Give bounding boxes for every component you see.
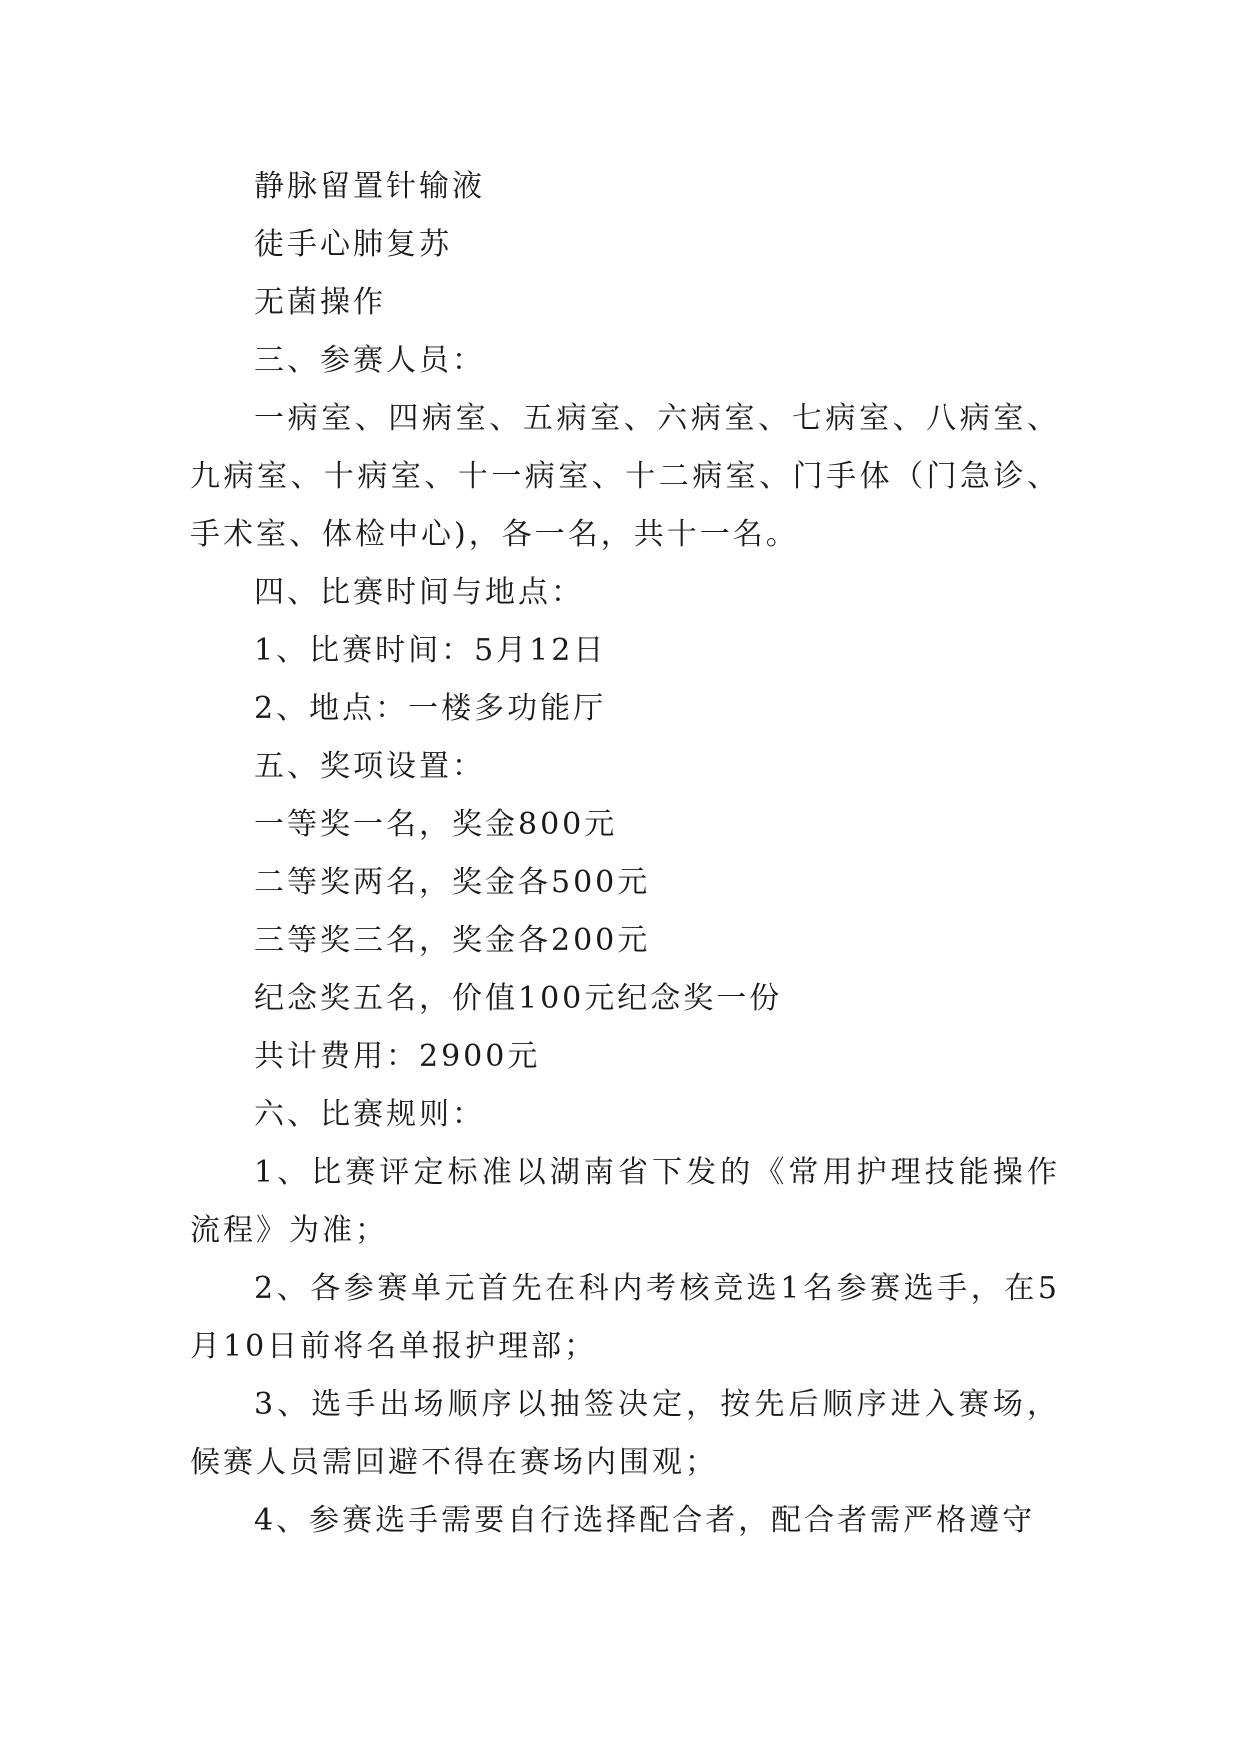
rule-3: 3、选手出场顺序以抽签决定，按先后顺序进入赛场，候赛人员需回避不得在赛场内围观； <box>190 1387 1060 1480</box>
document-body <box>190 158 1060 1550</box>
item-aseptic: 无菌操作 <box>254 285 386 320</box>
section-heading-participants: 三、参赛人员： <box>254 343 485 378</box>
total-cost: 共计费用：2900元 <box>254 1039 541 1074</box>
award-second: 二等奖两名，奖金各500元 <box>254 865 651 900</box>
award-third: 三等奖三名，奖金各200元 <box>254 923 651 958</box>
item-iv-infusion: 静脉留置针输液 <box>254 169 485 204</box>
rule-2: 2、各参赛单元首先在科内考核竞选1名参赛选手，在5月10日前将名单报护理部； <box>190 1271 1060 1364</box>
award-first: 一等奖一名，奖金800元 <box>254 807 618 842</box>
section-heading-awards: 五、奖项设置： <box>254 749 485 784</box>
section-heading-rules: 六、比赛规则： <box>254 1097 485 1132</box>
competition-place: 2、地点：一楼多功能厅 <box>254 691 607 726</box>
section-heading-time-place: 四、比赛时间与地点： <box>254 575 584 610</box>
rule-1: 1、比赛评定标准以湖南省下发的《常用护理技能操作流程》为准； <box>190 1155 1060 1248</box>
rule-4: 4、参赛选手需要自行选择配合者，配合者需严格遵守 <box>254 1503 1036 1538</box>
participants-paragraph: 一病室、四病室、五病室、六病室、七病室、八病室、九病室、十病室、十一病室、十二病室、门手体（门急诊、手术室、体检中心)，各一名，共十一名。 <box>190 401 1060 552</box>
item-cpr: 徒手心肺复苏 <box>254 227 452 262</box>
competition-time: 1、比赛时间：5月12日 <box>254 633 607 668</box>
award-commemorative: 纪念奖五名，价值100元纪念奖一份 <box>254 981 783 1016</box>
